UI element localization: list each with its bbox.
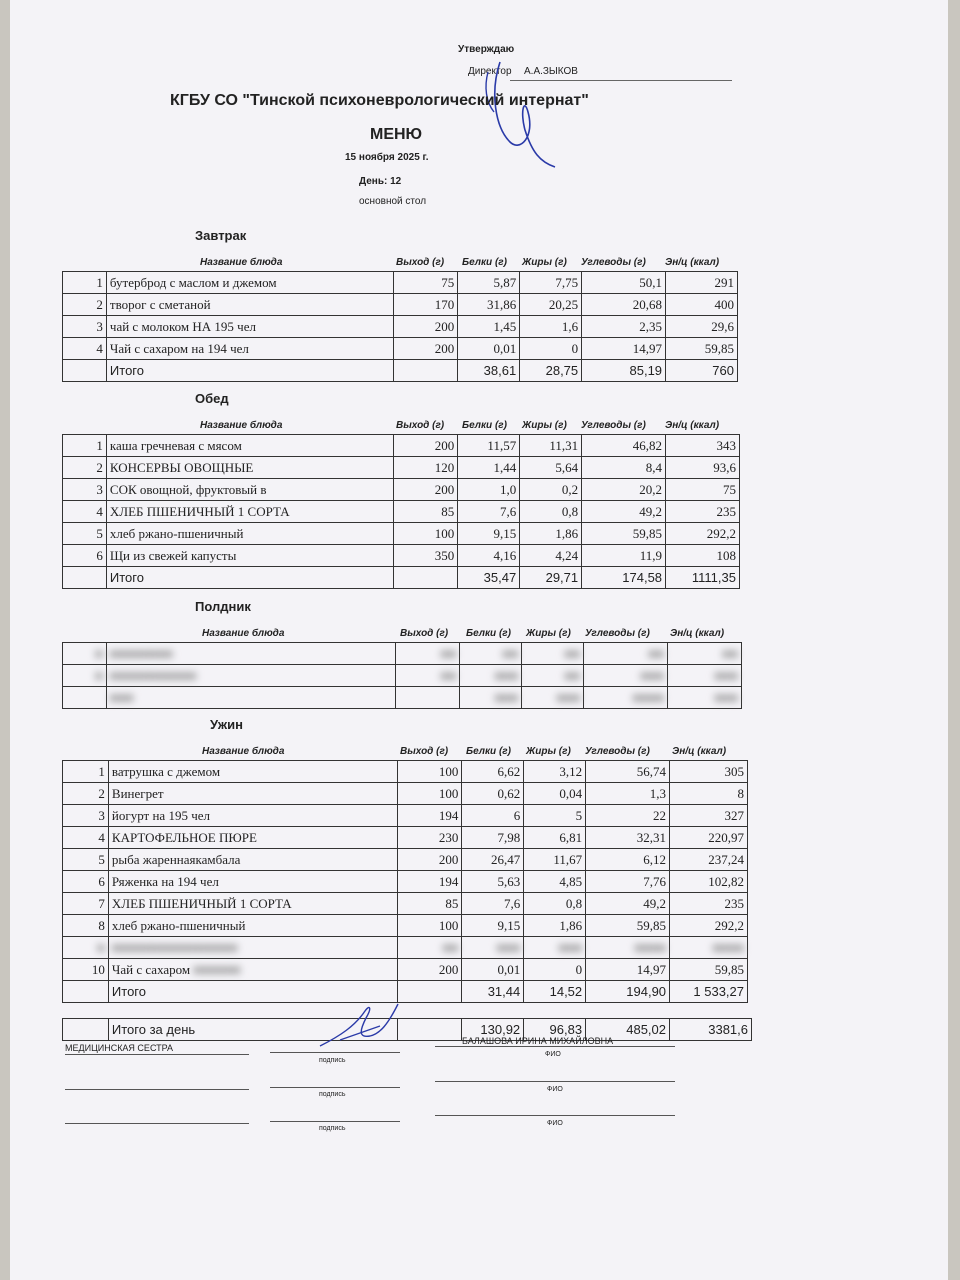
sign-line: [270, 1121, 400, 1122]
fio-caption: ФИО: [547, 1120, 563, 1127]
fio-caption: ФИО: [547, 1086, 563, 1093]
menu-title: МЕНЮ: [370, 126, 423, 143]
snack-table: [62, 642, 742, 709]
menu-document: [10, 0, 948, 1280]
breakfast-table: [62, 271, 738, 382]
table-row: 2 КОНСЕРВЫ ОВОЩНЫЕ 120 1,44 5,64 8,4 93,6: [63, 457, 740, 479]
sign-line: [65, 1123, 249, 1124]
col-header-carbs: Углеводы (г): [581, 420, 646, 431]
sign-caption: подпись: [319, 1091, 346, 1098]
director-signature-icon: [480, 52, 570, 172]
sign-line: [270, 1087, 400, 1088]
col-header-name: Название блюда: [202, 746, 285, 757]
table-row: 4 КАРТОФЕЛЬНОЕ ПЮРЕ 230 7,98 6,81 32,31 220,97: [63, 827, 748, 849]
sign-caption: подпись: [319, 1057, 346, 1064]
menu-day: День: 12: [359, 176, 402, 187]
snack-title: Полдник: [195, 599, 251, 614]
sign-line: [270, 1052, 400, 1053]
nurse-label: МЕДИЦИНСКАЯ СЕСТРА: [65, 1043, 174, 1053]
table-row: 7 ХЛЕБ ПШЕНИЧНЫЙ 1 СОРТА 85 7,6 0,8 49,2 235: [63, 893, 748, 915]
sign-line: [435, 1046, 675, 1047]
table-row: 3 чай с молоком НА 195 чел 200 1,45 1,6 2,35 29,6: [63, 316, 738, 338]
nurse-name: БАЛАШОВА ИРИНА МИХАЙЛОВНА: [462, 1036, 614, 1046]
col-header-fat: Жиры (г): [526, 746, 571, 757]
lunch-title: Обед: [195, 391, 229, 406]
col-header-fat: Жиры (г): [522, 420, 567, 431]
table-row: 6 Ряженка на 194 чел 194 5,63 4,85 7,76 102,82: [63, 871, 748, 893]
table-row: 4 ХЛЕБ ПШЕНИЧНЫЙ 1 СОРТА 85 7,6 0,8 49,2 235: [63, 501, 740, 523]
col-header-protein: Белки (г): [462, 420, 507, 431]
col-header-fat: Жиры (г): [522, 257, 567, 268]
breakfast-title: Завтрак: [195, 228, 247, 243]
col-header-carbs: Углеводы (г): [581, 257, 646, 268]
table-row: 10 Чай с сахаром ■■■■■■ 200 0,01 0 14,97 59,85: [63, 959, 748, 981]
table-row: 1 ватрушка с джемом 100 6,62 3,12 56,74 305: [63, 761, 748, 783]
approval-label: Утверждаю: [458, 44, 515, 55]
nurse-signature-icon: [310, 996, 410, 1056]
organization-title: КГБУ СО "Тинской психоневрологический интернат": [170, 92, 589, 109]
day-total-row: Итого за день 130,92 96,83 485,02 3381,6: [63, 1019, 752, 1041]
col-header-name: Название блюда: [200, 420, 283, 431]
col-header-energy: Эн/ц (ккал): [672, 746, 727, 757]
table-type: основной стол: [359, 196, 427, 207]
fio-caption: ФИО: [545, 1051, 561, 1058]
table-row: 5 рыба жареннаякамбала 200 26,47 11,67 6,12 237,24: [63, 849, 748, 871]
table-row: 3 йогурт на 195 чел 194 6 5 22 327: [63, 805, 748, 827]
table-row: 2 творог с сметаной 170 31,86 20,25 20,68 400: [63, 294, 738, 316]
col-header-name: Название блюда: [202, 628, 285, 639]
col-header-fat: Жиры (г): [526, 628, 571, 639]
sign-line: [65, 1054, 249, 1055]
sign-line: [435, 1115, 675, 1116]
table-row: 1 каша гречневая с мясом 200 11,57 11,31 46,82 343: [63, 435, 740, 457]
table-row: 4 Чай с сахаром на 194 чел 200 0,01 0 14,97 59,85: [63, 338, 738, 360]
col-header-weight: Выход (г): [400, 746, 449, 757]
sign-line: [435, 1081, 675, 1082]
director-name: А.А.ЗЫКОВ: [524, 66, 578, 77]
col-header-protein: Белки (г): [462, 257, 507, 268]
col-header-weight: Выход (г): [396, 420, 445, 431]
menu-date: 15 ноября 2025 г.: [345, 152, 429, 163]
dinner-title: Ужин: [210, 717, 243, 732]
col-header-protein: Белки (г): [466, 628, 511, 639]
col-header-weight: Выход (г): [400, 628, 449, 639]
table-row: 5 хлеб ржано-пшеничный 100 9,15 1,86 59,85 292,2: [63, 523, 740, 545]
table-row: 6 Щи из свежей капусты 350 4,16 4,24 11,9 108: [63, 545, 740, 567]
director-label: Директор: [468, 66, 512, 77]
table-row: 8 хлеб ржано-пшеничный 100 9,15 1,86 59,85 292,2: [63, 915, 748, 937]
table-row: 1 бутерброд с маслом и джемом 75 5,87 7,75 50,1 291: [63, 272, 738, 294]
col-header-carbs: Углеводы (г): [585, 746, 650, 757]
dinner-table: [62, 760, 748, 1003]
col-header-protein: Белки (г): [466, 746, 511, 757]
redacted-row: ■ ■■■■■■■■■■■ ■■ ■■■ ■■ ■■■ ■■■: [63, 665, 742, 687]
col-header-energy: Эн/ц (ккал): [665, 420, 720, 431]
lunch-table: [62, 434, 740, 589]
sign-caption: подпись: [319, 1125, 346, 1132]
table-row: 2 Винегрет 100 0,62 0,04 1,3 8: [63, 783, 748, 805]
table-row: 3 СОК овощной, фруктовый в 200 1,0 0,2 20,2 75: [63, 479, 740, 501]
total-row: Итого 35,47 29,71 174,58 1111,35: [63, 567, 740, 589]
redacted-row: ■ ■■■■■■■■■■■■■■■■ ■■ ■■■ ■■■ ■■■■ ■■■■: [63, 937, 748, 959]
redacted-row: ■ ■■■■■■■■ ■■ ■■ ■■ ■■ ■■: [63, 643, 742, 665]
total-row: Итого 31,44 14,52 194,90 1 533,27: [63, 981, 748, 1003]
col-header-energy: Эн/ц (ккал): [670, 628, 725, 639]
col-header-energy: Эн/ц (ккал): [665, 257, 720, 268]
redacted-row: ■■■ ■■■ ■■■ ■■■■ ■■■: [63, 687, 742, 709]
col-header-name: Название блюда: [200, 257, 283, 268]
total-row: Итого 38,61 28,75 85,19 760: [63, 360, 738, 382]
col-header-carbs: Углеводы (г): [585, 628, 650, 639]
col-header-weight: Выход (г): [396, 257, 445, 268]
sign-line: [65, 1089, 249, 1090]
